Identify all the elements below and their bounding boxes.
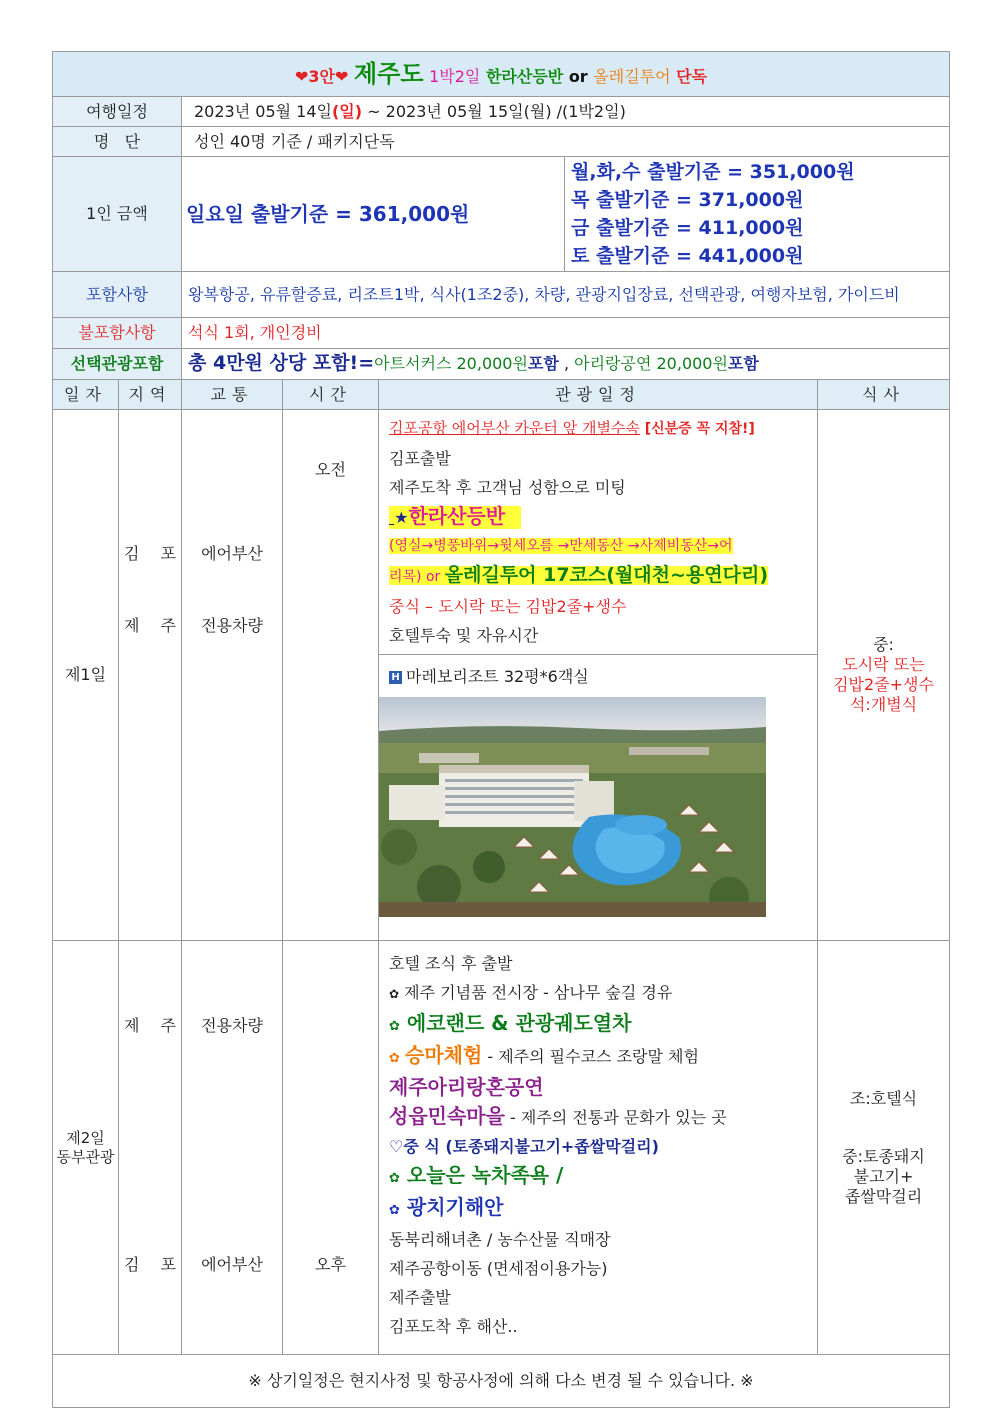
day1-region2-a: 제 <box>124 616 140 635</box>
roster-value: 성인 40명 기준 / 패키지단독 <box>182 127 950 157</box>
hotel-icon: H <box>389 671 402 684</box>
day1-transport2: 전용차량 <box>201 616 263 635</box>
day2-meal-lunch3: 좁쌀막걸리 <box>844 1186 923 1206</box>
day1-lunch: 중식 – 도시락 또는 김밥2줄+생수 <box>389 597 627 616</box>
header-transport: 교통 <box>182 380 283 410</box>
day2-line3: 에코랜드 & 관광궤도열차 <box>406 1011 632 1035</box>
flower-icon: ✿ <box>389 987 400 1001</box>
heart-outline-icon: ♡ <box>389 1137 404 1156</box>
header-time: 시간 <box>283 380 379 410</box>
day1-time-value: 오전 <box>315 460 346 479</box>
day1-region <box>119 410 182 941</box>
day2-line6a: 성읍민속마을 <box>389 1104 505 1128</box>
header-meal: 식사 <box>818 380 950 410</box>
day2-time-value: 오후 <box>315 1255 346 1274</box>
title-olle: 올레길투어 <box>593 67 671 86</box>
footer-note: ※ 상기일정은 현지사정 및 항공사정에 의해 다소 변경 될 수 있습니다. ※ <box>53 1355 950 1408</box>
roster-label: 명 단 <box>53 127 182 157</box>
day2-line2: 제주 기념품 전시장 - 삼나무 숲길 경유 <box>404 983 673 1002</box>
day1-hallasan: 한라산등반 <box>408 504 506 528</box>
price-fri: 금 출발기준 = 411,000원 <box>571 217 804 239</box>
day2-line9: 광치기해안 <box>406 1195 504 1219</box>
day2-line5: 제주아리랑혼공연 <box>389 1075 544 1099</box>
day2-label <box>53 941 119 1355</box>
title-solo: 단독 <box>676 67 708 86</box>
title-jeju: 제주도 <box>353 60 424 88</box>
day1-route2: 리목) or <box>389 569 445 585</box>
star-icon: ★ <box>394 508 409 527</box>
resort-image <box>379 697 766 917</box>
day2-line4a: 승마체험 <box>405 1043 483 1067</box>
price-label: 1인 금액 <box>53 157 182 272</box>
day1-depart: 김포출발 <box>389 449 451 468</box>
day2-transport1: 전용차량 <box>201 1016 263 1035</box>
flower-icon: ✿ <box>389 1203 400 1218</box>
day1-region1-a: 김 <box>124 544 140 563</box>
title-tag: 3안 <box>308 67 335 86</box>
include-label: 포함사항 <box>53 272 182 318</box>
itinerary-sheet <box>52 51 950 1408</box>
day1-label: 제1일 <box>53 410 119 941</box>
schedule-start-day: (일) <box>331 101 363 121</box>
day2-line13: 김포도착 후 해산.. <box>389 1317 518 1336</box>
day2-region2-a: 김 <box>124 1255 140 1274</box>
day2-region <box>119 941 182 1355</box>
day1-region1-b: 포 <box>160 544 176 563</box>
price-sunday: 일요일 출발기준 = 361,000원 <box>186 201 470 226</box>
day1-route1: (영실→병풍바위→윗세오름 →만세동산 →사제비동산→어 <box>389 538 733 554</box>
day2-region2-b: 포 <box>160 1255 176 1274</box>
optional-item-circus-tag: 포함 <box>527 354 559 374</box>
day2-line1: 호텔 조식 후 출발 <box>389 954 513 973</box>
optional-sep: , <box>558 354 575 374</box>
day2-region1-a: 제 <box>124 1016 140 1035</box>
day1-itinerary <box>379 410 818 941</box>
day2-meal <box>818 941 950 1355</box>
day1-meet-note: [신분증 꼭 지참!] <box>644 421 755 437</box>
day2-label-line1: 제2일 <box>66 1128 105 1147</box>
flower-icon: ✿ <box>389 1171 400 1186</box>
header-itinerary: 관광일정 <box>379 380 818 410</box>
optional-main: 총 4만원 상당 포함!= <box>188 352 375 375</box>
day1-meet: 김포공항 에어부산 카운터 앞 개별수속 <box>389 419 640 437</box>
resort-photo <box>379 697 766 917</box>
exclude-label: 불포함사항 <box>53 318 182 349</box>
day2-meal-breakfast: 조:호텔식 <box>849 1088 918 1108</box>
day2-line4b: - 제주의 필수코스 조랑말 체험 <box>482 1047 699 1066</box>
day2-line6b: - 제주의 전통과 문화가 있는 곳 <box>504 1108 727 1127</box>
day1-hotel-name: 마레보리조트 32평*6객실 <box>406 667 589 686</box>
schedule-start: 2023년 05월 14일 <box>194 101 332 121</box>
day2-line10: 동북리해녀촌 / 농수산물 직매장 <box>389 1230 611 1249</box>
title-hallasan: 한라산등반 <box>485 67 564 86</box>
day2-region1-b: 주 <box>160 1016 176 1035</box>
day1-meal-line3: 김밥2줄+생수 <box>833 675 934 694</box>
optional-item-circus: 아트서커스 20,000원 <box>374 354 528 374</box>
day2-itinerary <box>379 941 818 1355</box>
optional-value <box>182 349 950 380</box>
day2-meal-lunch2: 불고기+ <box>853 1166 914 1186</box>
day1-transport1: 에어부산 <box>201 544 263 563</box>
price-mon-wed: 월,화,수 출발기준 = 351,000원 <box>571 161 855 183</box>
optional-item-arirang: 아리랑공연 20,000원 <box>574 354 728 374</box>
day1-olle: 올레길투어 17코스(월대천~용연다리) <box>444 564 769 586</box>
day1-meal-line1: 중: <box>873 635 894 654</box>
day1-meal-line2: 도시락 또는 <box>842 655 925 674</box>
include-value: 왕복항공, 유류할증료, 리조트1박, 식사(1조2중), 차량, 관광지입장료, 선택관광, 여행자보험, 가이드비 <box>182 272 950 318</box>
header-region: 지역 <box>119 380 182 410</box>
day2-time <box>283 941 379 1355</box>
price-cell <box>182 157 950 272</box>
optional-label: 선택관광포함 <box>53 349 182 380</box>
title-or: or <box>568 67 588 86</box>
day2-transport <box>182 941 283 1355</box>
day2-meal-lunch1: 중:토종돼지 <box>842 1146 925 1166</box>
day1-region2-b: 주 <box>160 616 176 635</box>
day2-line12: 제주출발 <box>389 1288 451 1307</box>
header-day: 일자 <box>53 380 119 410</box>
day1-hotel: 호텔투숙 및 자유시간 <box>389 626 539 645</box>
day2-label-line2: 동부관광 <box>56 1147 115 1166</box>
optional-item-arirang-tag: 포함 <box>727 354 759 374</box>
day1-transport <box>182 410 283 941</box>
exclude-value: 석식 1회, 개인경비 <box>182 318 950 349</box>
flower-icon: ✿ <box>389 1019 400 1034</box>
price-thu: 목 출발기준 = 371,000원 <box>571 189 804 211</box>
schedule-end: ~ 2023년 05월 15일(월) /(1박2일) <box>362 101 626 121</box>
day1-meal-line4: 석:개별식 <box>849 695 918 714</box>
page-title <box>53 52 950 97</box>
day2-line8: 오늘은 녹차족욕 / <box>406 1163 564 1187</box>
schedule-value <box>182 97 950 127</box>
day1-time <box>283 410 379 941</box>
day2-line11: 제주공항이동 (면세점이용가능) <box>389 1259 608 1278</box>
day1-arrive: 제주도착 후 고객님 성함으로 미팅 <box>389 478 626 497</box>
heart-icon: ❤ <box>294 67 309 86</box>
day2-line7: 중 식 (토종돼지불고기+좁쌀막걸리) <box>403 1137 659 1156</box>
day2-transport2: 에어부산 <box>201 1255 263 1274</box>
price-sat: 토 출발기준 = 441,000원 <box>571 245 804 267</box>
day1-meal <box>818 410 950 941</box>
schedule-label: 여행일정 <box>53 97 182 127</box>
title-duration: 1박2일 <box>429 67 481 86</box>
flower-icon: ✿ <box>389 1051 400 1066</box>
heart-icon: ❤ <box>334 67 349 86</box>
